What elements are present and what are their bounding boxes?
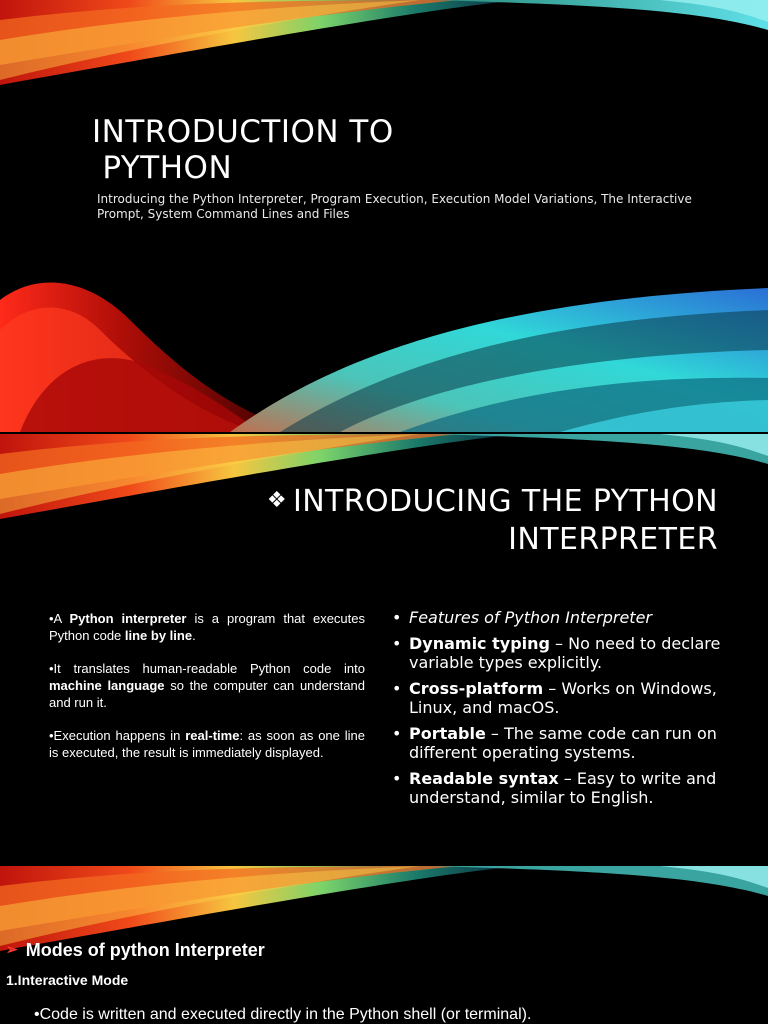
description-paragraph: •It translates human-readable Python code into machine language so the computer can understand and run it. [49,661,366,710]
heading-text: Modes of python Interpreter [25,940,265,960]
list-item: • Dynamic typing – No need to declare variable types explicitly. [392,634,721,672]
list-item: • Cross-platform – Works on Windows, Linux, and macOS. [392,679,717,717]
heading-line-1: INTRODUCING THE PYTHON [292,484,718,519]
list-item: • Readable syntax – Easy to write and understand, similar to English. [392,769,717,807]
description-paragraph: •Execution happens in real-time: as soon as one line is executed, the result is immediately displayed. [49,728,365,760]
slide-title-heading [92,114,452,186]
slide-interpreter [0,434,768,864]
body-text: •Code is written and executed directly in the Python shell (or terminal). [34,1006,532,1023]
arrow-bullet-icon: ➢ [6,941,18,957]
slide-subtitle: Introducing the Python Interpreter, Program Execution, Execution Model Variations, The Interactive Prompt, System Command Lines and Files [97,192,692,221]
title-line-2: PYTHON [92,150,233,186]
slide-heading [6,940,265,961]
list-item: • Features of Python Interpreter [392,608,652,627]
title-line-1: INTRODUCTION TO [92,114,394,150]
description-column [49,610,365,777]
slide-modes [0,866,768,1024]
features-list [392,608,732,814]
diamond-bullet-icon: ❖ [266,488,287,513]
section-subheading: 1.Interactive Mode [6,972,129,988]
slide-title [0,0,768,432]
slide-heading [198,484,718,557]
description-paragraph: •A Python interpreter is a program that executes Python code line by line. [49,611,365,643]
heading-line-2: INTERPRETER [508,522,718,557]
list-item: • Portable – The same code can run on different operating systems. [392,724,717,762]
